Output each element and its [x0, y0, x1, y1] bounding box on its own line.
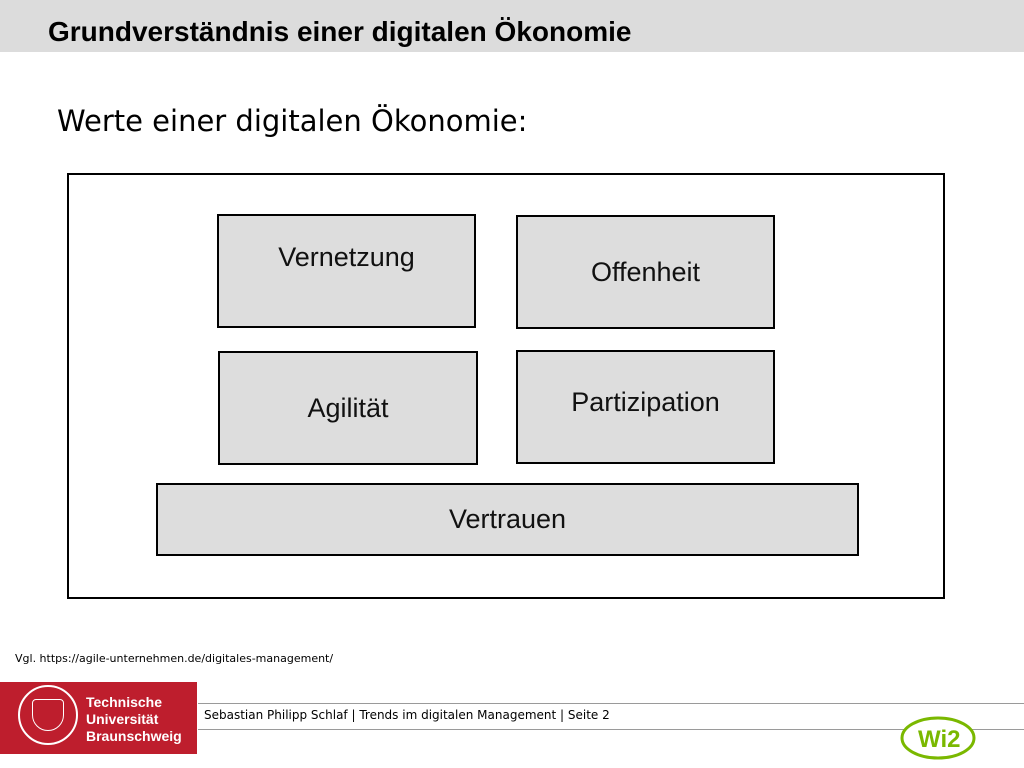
wi2-logo-text: Wi2 — [918, 726, 961, 753]
university-name-line1: Technische — [86, 694, 162, 710]
footer-info: Sebastian Philipp Schlaf | Trends im digitalen Management | Seite 2 — [204, 708, 610, 722]
value-label-partizipation: Partizipation — [571, 386, 720, 417]
footer-divider-top — [198, 703, 1024, 704]
value-box-vernetzung — [217, 214, 476, 328]
wi2-logo — [900, 708, 984, 760]
value-label-vertrauen: Vertrauen — [448, 504, 567, 534]
lion-shield-icon — [32, 699, 64, 731]
value-label-vernetzung: Vernetzung — [278, 241, 415, 272]
value-box-offenheit — [516, 215, 775, 329]
university-name — [86, 694, 182, 745]
value-label-agilitaet: Agilität — [307, 392, 389, 423]
source-reference: Vgl. https://agile-unternehmen.de/digitales-management/ — [15, 652, 334, 665]
value-label-offenheit: Offenheit — [590, 256, 701, 287]
university-seal-icon — [18, 685, 78, 745]
university-name-line3: Braunschweig — [86, 728, 182, 744]
value-box-agilitaet — [218, 351, 478, 465]
value-box-vertrauen — [156, 483, 859, 556]
value-box-partizipation — [516, 350, 775, 464]
tu-braunschweig-logo — [0, 682, 197, 754]
slide-title: Grundverständnis einer digitalen Ökonomie — [48, 16, 632, 47]
university-name-line2: Universität — [86, 711, 159, 727]
slide-subtitle: Werte einer digitalen Ökonomie: — [57, 104, 528, 138]
